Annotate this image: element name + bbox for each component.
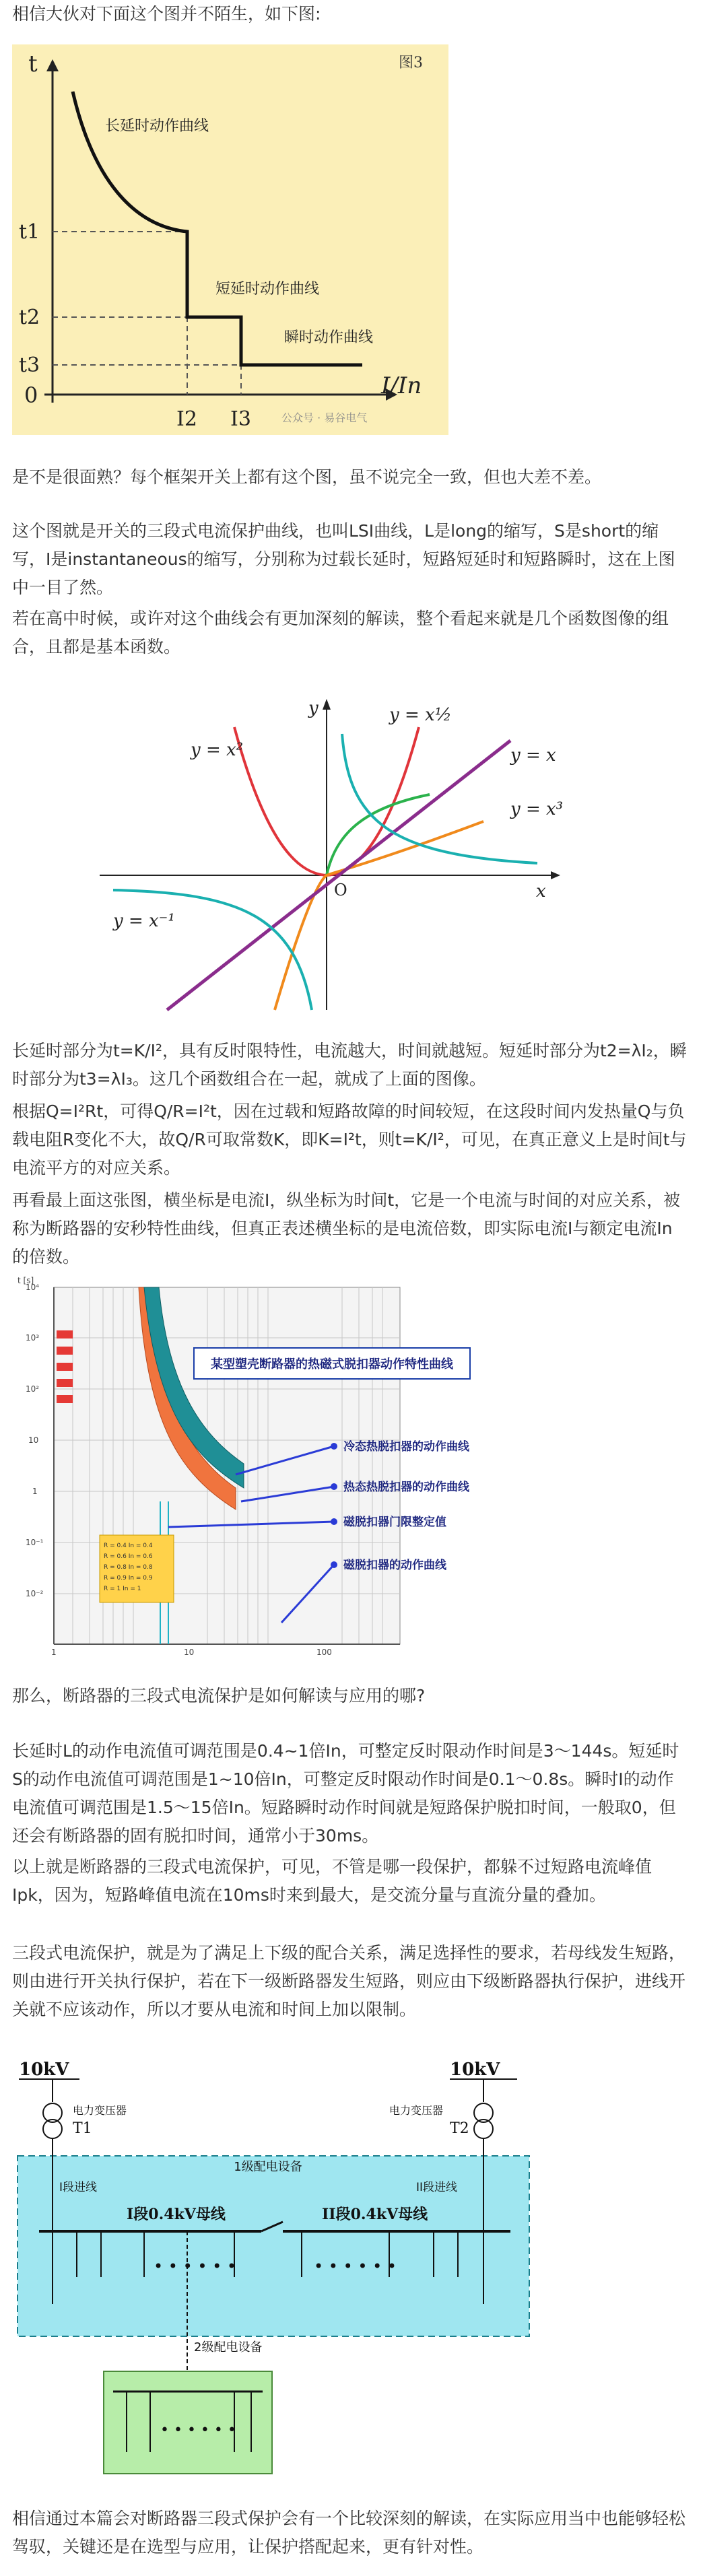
left-feeder-dots: • • • • • • [154,2257,237,2276]
label-sqrt: y = x½ [389,705,452,725]
figure-tag: 图3 [399,55,423,71]
i2-label: I2 [176,407,197,431]
svg-text:1: 1 [32,1487,38,1496]
svg-text:10⁴: 10⁴ [26,1283,40,1292]
label-inv: y = x⁻¹ [113,911,175,931]
svg-text:1: 1 [51,1648,57,1657]
paragraph-7: 再看最上面这张图，横坐标是电流I，纵坐标为时间t，它是一个电流与时间的对应关系，被称为断路器的安秒特性曲线，但真正表述横坐标的是电流倍数，即实际电流I与额定电流In的倍数。 [12,1190,681,1266]
incomer-2-label: II段进线 [416,2181,458,2194]
paragraph-4: 若在高中时候，或许对这个曲线会有更加深刻的解读，整个看起来就是几个函数图像的组合，且都是基本函数。 [12,609,669,656]
svg-text:R = 0.4 In = 0.4: R = 0.4 In = 0.4 [104,1543,153,1549]
power-functions-svg [12,693,688,1023]
cold-label: 冷态热脱扣器的动作曲线 [343,1440,469,1454]
svg-text:10: 10 [184,1648,195,1657]
intro-paragraph: 相信大伙对下面这个图并不陌生，如下图: [12,4,321,24]
svg-text:R = 1 In = 1: R = 1 In = 1 [104,1586,141,1592]
x-axis-label: I/In [381,372,422,399]
instant-label: 瞬时动作曲线 [284,329,374,346]
trip-characteristic-svg [12,1273,618,1663]
svg-text:10³: 10³ [26,1333,40,1343]
t3-label: t3 [19,353,40,377]
right-voltage: 10kV [450,2060,500,2080]
svg-text:10⁻¹: 10⁻¹ [26,1538,44,1547]
incomer-1-label: I段进线 [59,2181,98,2194]
trip-characteristic-figure [12,1273,618,1663]
paragraph-8: 那么，断路器的三段式电流保护是如何解读与应用的哪? [12,1686,426,1705]
short-delay-label: 短延时动作曲线 [215,281,320,298]
paragraph-10: 以上就是断路器的三段式电流保护，可见，不管是哪一段保护，都躲不过短路电流峰值Ipk，因为，短路峰值电流在10ms时来到最大，是交流分量与直流分量的叠加。 [12,1857,652,1905]
origin-label: 0 [24,382,38,408]
t2-label: T2 [450,2120,469,2137]
x-axis-label: x [536,881,546,902]
closing-paragraph: 相信通过本篇会对断路器三段式保护会有一个比较深刻的解读，在实际应用当中也能够轻松驾驭，关键还是在选型与应用，让保护搭配起来，更有针对性。 [12,2509,686,2556]
t1-label: T1 [73,2120,92,2137]
svg-text:10: 10 [28,1435,39,1445]
paragraph-6: 根据Q=I²Rt，可得Q/R=I²t，因在过载和短路故障的时间较短，在这段时间内发热量Q与负载电阻R变化不大，故Q/R可取常数K，即K=I²t，则t=K/I²，可见，在真正意义上是时间t与电流平方的对应关系。 [12,1101,687,1178]
svg-text:R = 0.8 In = 0.8: R = 0.8 In = 0.8 [104,1564,153,1571]
y-axis-label: y [308,698,319,718]
origin-label: O [334,881,347,900]
t2-label: t2 [19,306,40,329]
paragraph-2: 是不是很面熟？每个框架开关上都有这个图，虽不说完全一致，但也大差不差。 [12,467,602,487]
svg-text:10²: 10² [26,1384,40,1394]
distribution-figure [12,2055,537,2486]
paragraph-3: 这个图就是开关的三段式电流保护曲线，也叫LSI曲线，L是long的缩写，S是short的缩写，I是instantaneous的缩写，分别称为过载长延时，短路短延时和短路瞬时，这在上图中一目了然。 [12,521,675,597]
t1-label: t1 [19,220,40,244]
level1-label: 1级配电设备 [234,2160,302,2174]
lsi-curve-figure [12,44,448,435]
right-transformer-label: 电力变压器 [389,2104,444,2117]
unit-label: t [s] [18,1276,34,1285]
figure-background [12,693,688,1023]
long-delay-label: 长延时动作曲线 [105,118,209,135]
left-transformer-label: 电力变压器 [73,2104,127,2117]
mag-curve-label: 磁脱扣器的动作曲线 [343,1559,446,1572]
label-x3: y = x³ [510,799,564,819]
watermark: 公众号 · 易谷电气 [281,411,368,424]
hot-label: 热态热脱扣器的动作曲线 [343,1481,469,1494]
distribution-svg [12,2055,537,2486]
svg-text:10⁻²: 10⁻² [26,1589,44,1598]
paragraph-11: 三段式电流保护，就是为了满足上下级的配合关系，满足选择性的要求，若母线发生短路，则由进行开关执行保护，若在下一级断路器发生短路，则应由下级断路器执行保护，进线开关就不应该动作，所以才要从电流和时间上加以限制。 [12,1943,686,2019]
power-functions-figure [12,693,688,1023]
right-feeder-dots: • • • • • • [314,2257,397,2276]
left-voltage: 10kV [19,2060,69,2080]
t-axis-label: t [28,50,38,77]
chart-title: 某型塑壳断路器的热磁式脱扣器动作特性曲线 [211,1357,453,1371]
segment-1-label: I段0.4kV母线 [127,2206,226,2223]
svg-text:R = 0.6 In = 0.6: R = 0.6 In = 0.6 [104,1553,153,1560]
svg-text:100: 100 [316,1648,332,1657]
level2-dots: • • • • • • [160,2422,236,2439]
lsi-curve-svg [12,44,448,435]
mag-threshold-label: 磁脱扣器门限整定值 [343,1516,446,1529]
paragraph-5: 长延时部分为t=K/I²，具有反时限特性，电流越大，时间就越短。短延时部分为t2=λI₂，瞬时部分为t3=λI₃。这几个函数组合在一起，就成了上面的图像。 [12,1041,687,1089]
segment-2-label: II段0.4kV母线 [322,2206,428,2223]
label-x: y = x [510,745,556,766]
i3-label: I3 [230,407,251,431]
level2-label: 2级配电设备 [194,2340,263,2354]
svg-text:R = 0.9 In = 0.9: R = 0.9 In = 0.9 [104,1575,153,1582]
label-x2: y = x² [191,740,244,760]
paragraph-9: 长延时L的动作电流值可调范围是0.4~1倍In，可整定反时限动作时间是3～144s。短延时S的动作电流值可调范围是1~10倍In，可整定反时限动作时间是0.1～0.8s。瞬时I的动作电流值可调范围是1.5～15倍In。短路瞬时动作时间就是短路保护脱扣时间，一般取0，但还会有断路器的固有脱扣时间，通常小于30ms。 [12,1741,679,1845]
